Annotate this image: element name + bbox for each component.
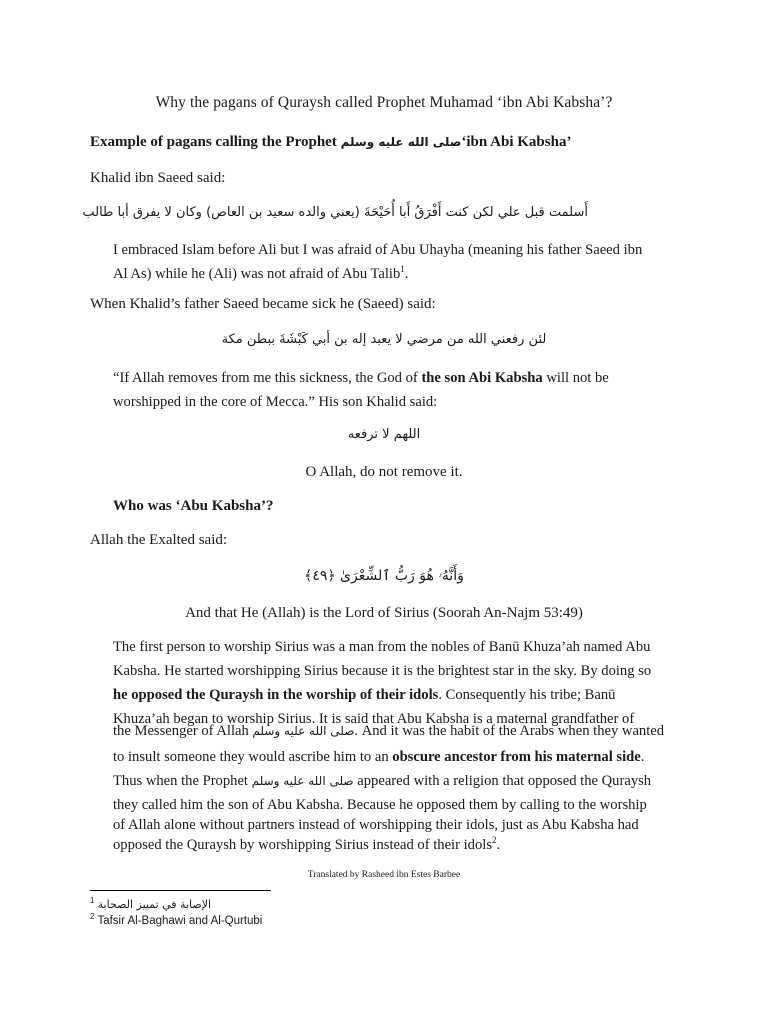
paragraph-line-5 <box>113 720 664 742</box>
section-heading-example <box>90 131 571 153</box>
paragraph-line-10-before: opposed the Quraysh by worshipping Sirius instead of their idols <box>113 837 492 853</box>
paragraph-line-9: of Allah alone without partners instead of worshipping their idols, just as Abu Kabsha had <box>113 817 639 833</box>
translation-2-line-1 <box>113 366 609 391</box>
footnote-divider <box>90 890 271 891</box>
paragraph-arabic-honorific-1: صلى الله عليه وسلم <box>252 724 355 738</box>
footnote-1 <box>90 897 211 913</box>
section-heading-abu-kabsha: Who was ‘Abu Kabsha’? <box>113 498 274 514</box>
translation-2-text-after: will not be <box>542 370 609 386</box>
translation-1-text: Al As) while he (Ali) was not afraid of Abu Talib <box>113 266 401 282</box>
heading-text-before: Example of pagans calling the Prophet <box>90 134 337 150</box>
translator-credit: Translated by Rasheed ibn Estes Barbee <box>307 870 461 880</box>
paragraph-line-5-before: the Messenger of Allah <box>113 723 253 739</box>
arabic-quote-2: لئن رفعني الله من مرضي لا يعبد إله بن أبي كَبْشَةَ ببطن مكة <box>221 332 547 347</box>
paragraph-line-8: they called him the son of Abu Kabsha. Because he opposed them by calling to the worship <box>113 797 647 813</box>
footnote-1-text: الإصابة في تمييز الصحابة <box>97 898 212 911</box>
translation-2-line-2: worshipped in the core of Mecca.” His son Khalid said: <box>113 394 438 410</box>
paragraph-line-10-after: . <box>496 837 501 853</box>
footnote-2 <box>90 913 262 929</box>
verse-translation: And that He (Allah) is the Lord of Sirius (Soorah An-Najm 53:49) <box>185 605 583 621</box>
allah-said-text: Allah the Exalted said: <box>90 532 228 548</box>
translation-2-text-before: “If Allah removes from me this sickness, the God of <box>113 370 422 386</box>
paragraph-line-10 <box>113 833 500 858</box>
paragraph-line-3-rest: . Consequently his tribe; Banū <box>438 687 616 703</box>
footnote-ref-1[interactable]: 1 <box>400 264 405 275</box>
paragraph-bold-idols: he opposed the Quraysh in the worship of their idols <box>113 687 439 703</box>
translation-3: O Allah, do not remove it. <box>305 464 463 480</box>
father-sick-text: When Khalid’s father Saeed became sick he (Saeed) said: <box>90 296 436 312</box>
footnote-1-number: 1 <box>90 896 95 906</box>
paragraph-line-6 <box>113 745 644 770</box>
paragraph-line-1: The first person to worship Sirius was a man from the nobles of Banū Khuza’ah named Abu <box>113 639 651 655</box>
paragraph-line-7-before: Thus when the Prophet <box>113 773 252 789</box>
footnote-2-number: 2 <box>90 912 95 922</box>
translation-1-end: . <box>404 266 409 282</box>
document-title: Why the pagans of Quraysh called Prophet Muhamad ‘ibn Abi Kabsha’? <box>155 94 613 111</box>
heading-text-after: ‘ibn Abi Kabsha’ <box>461 134 572 150</box>
arabic-quote-1: أَسلمت قبل علي لكن كنت أَفْرَقُ أَبا أُحَيْحَةَ (يعني والده سعيد بن العاص) وكان لا يفرق أبا طالب <box>82 205 588 220</box>
translation-1-line-2 <box>113 262 408 287</box>
paragraph-line-3 <box>113 683 615 708</box>
paragraph-line-6-after: . <box>640 749 645 765</box>
paragraph-bold-ancestor: obscure ancestor from his maternal side <box>392 749 641 765</box>
paragraph-line-7 <box>113 769 651 794</box>
paragraph-arabic-honorific-2: صلى الله عليه وسلم <box>251 774 354 788</box>
footnote-2-text: Tafsir Al-Baghawi and Al-Qurtubi <box>97 915 263 927</box>
paragraph-line-2: Kabsha. He started worshipping Sirius because it is the brightest star in the sky. By doing so <box>113 663 652 679</box>
khalid-said-text: Khalid ibn Saeed said: <box>90 170 226 186</box>
arabic-quote-3: اللهم لا ترفعه <box>347 427 421 442</box>
translation-2-bold: the son Abi Kabsha <box>421 370 543 386</box>
heading-arabic-honorific: صلى الله عليه وسلم <box>340 135 462 149</box>
translation-1-line-1: I embraced Islam before Ali but I was afraid of Abu Uhayha (meaning his father Saeed ibn <box>113 242 643 258</box>
quran-verse: وَأَنَّهُۥ هُوَ رَبُّ ٱلشِّعْرَىٰ ﴿٤٩﴾ <box>304 568 464 584</box>
paragraph-line-6-before: to insult someone they would ascribe him to an <box>113 749 393 765</box>
footnote-ref-2[interactable]: 2 <box>492 835 497 846</box>
paragraph-line-4: Khuza’ah began to worship Sirius. It is said that Abu Kabsha is a maternal grandfather of <box>113 711 635 727</box>
paragraph-line-5-after: . And it was the habit of the Arabs when they wanted <box>354 723 665 739</box>
paragraph-line-7-after: appeared with a religion that opposed the Quraysh <box>353 773 652 789</box>
